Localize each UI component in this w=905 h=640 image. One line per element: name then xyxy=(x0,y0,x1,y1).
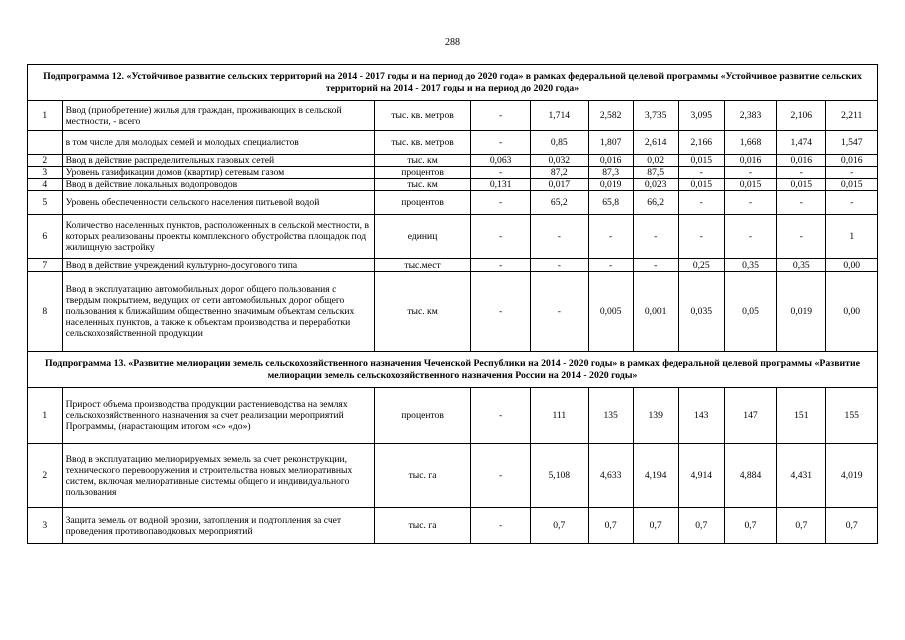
value-cell: 1,474 xyxy=(777,131,826,155)
value-cell: 87,3 xyxy=(588,167,633,179)
value-cell: 2,383 xyxy=(724,101,776,131)
value-cell: 0,7 xyxy=(777,508,826,544)
value-cell: 4,431 xyxy=(777,444,826,508)
value-cell: 87,5 xyxy=(633,167,678,179)
indicator-name: Ввод в эксплуатацию мелиорируемых земель за счет реконструкции, технического перевооружения и строительства новых мелиоративных систем, включая мелиоративные системы общего и индивидуального пользования xyxy=(62,444,374,508)
value-cell: - xyxy=(530,259,588,272)
unit-cell: тыс. км xyxy=(374,155,470,167)
value-cell: - xyxy=(530,272,588,352)
value-cell: 3,095 xyxy=(678,101,724,131)
value-cell: - xyxy=(471,272,531,352)
value-cell: - xyxy=(471,167,531,179)
value-cell: 2,614 xyxy=(633,131,678,155)
table-row xyxy=(28,272,878,352)
value-cell: 0,7 xyxy=(678,508,724,544)
value-cell: 0,023 xyxy=(633,179,678,191)
value-cell: 0,035 xyxy=(678,272,724,352)
value-cell: 2,582 xyxy=(588,101,633,131)
value-cell: 0,063 xyxy=(471,155,531,167)
value-cell: 0,85 xyxy=(530,131,588,155)
value-cell: - xyxy=(471,215,531,259)
value-cell: 1 xyxy=(826,215,878,259)
value-cell: 0,032 xyxy=(530,155,588,167)
indicator-name: Уровень обеспеченности сельского населения питьевой водой xyxy=(62,191,374,215)
value-cell: - xyxy=(471,191,531,215)
value-cell: 0,25 xyxy=(678,259,724,272)
value-cell: 147 xyxy=(724,388,776,444)
value-cell: 0,7 xyxy=(633,508,678,544)
indicator-name: Ввод (приобретение) жилья для граждан, проживающих в сельской местности, - всего xyxy=(62,101,374,131)
value-cell: 0,001 xyxy=(633,272,678,352)
value-cell: - xyxy=(530,215,588,259)
value-cell: - xyxy=(471,101,531,131)
unit-cell: тыс.мест xyxy=(374,259,470,272)
table-row xyxy=(28,101,878,131)
value-cell: 0,017 xyxy=(530,179,588,191)
unit-cell: единиц xyxy=(374,215,470,259)
value-cell: 0,131 xyxy=(471,179,531,191)
indicator-name: Ввод в действие учреждений культурно-досугового типа xyxy=(62,259,374,272)
value-cell: - xyxy=(678,167,724,179)
value-cell: 4,194 xyxy=(633,444,678,508)
value-cell: 151 xyxy=(777,388,826,444)
value-cell: - xyxy=(724,191,776,215)
table-row xyxy=(28,508,878,544)
row-number: 6 xyxy=(28,215,63,259)
unit-cell: процентов xyxy=(374,191,470,215)
value-cell: - xyxy=(724,215,776,259)
value-cell: 5,108 xyxy=(530,444,588,508)
row-number: 1 xyxy=(28,388,63,444)
value-cell: 0,016 xyxy=(724,155,776,167)
value-cell: 0,015 xyxy=(678,179,724,191)
value-cell: 0,35 xyxy=(777,259,826,272)
value-cell: 0,7 xyxy=(826,508,878,544)
value-cell: 0,015 xyxy=(826,179,878,191)
indicator-name: Уровень газификации домов (квартир) сетевым газом xyxy=(62,167,374,179)
value-cell: 0,005 xyxy=(588,272,633,352)
value-cell: 2,106 xyxy=(777,101,826,131)
value-cell: - xyxy=(471,131,531,155)
value-cell: 1,668 xyxy=(724,131,776,155)
row-number: 2 xyxy=(28,444,63,508)
indicators-table xyxy=(27,64,878,544)
row-number: 3 xyxy=(28,508,63,544)
value-cell: 0,016 xyxy=(826,155,878,167)
indicator-name: в том числе для молодых семей и молодых специалистов xyxy=(62,131,374,155)
row-number: 5 xyxy=(28,191,63,215)
row-number: 3 xyxy=(28,167,63,179)
value-cell: - xyxy=(633,215,678,259)
table-row xyxy=(28,155,878,167)
table-row xyxy=(28,444,878,508)
table-row xyxy=(28,167,878,179)
value-cell: 0,019 xyxy=(777,272,826,352)
value-cell: - xyxy=(588,259,633,272)
table-row xyxy=(28,259,878,272)
value-cell: 2,166 xyxy=(678,131,724,155)
row-number: 1 xyxy=(28,101,63,131)
indicator-name: Ввод в действие распределительных газовых сетей xyxy=(62,155,374,167)
value-cell: 4,633 xyxy=(588,444,633,508)
value-cell: - xyxy=(678,191,724,215)
value-cell: 4,914 xyxy=(678,444,724,508)
indicator-name: Ввод в эксплуатацию автомобильных дорог общего пользования с твердым покрытием, ведущих от сети автомобильных дорог общего пользования к ближайшим общественно значимым объектам сельских населенных пунктов, а также к объектам производства и переработки сельскохозяйственной продукции xyxy=(62,272,374,352)
value-cell: 0,00 xyxy=(826,259,878,272)
subprogram-13-header xyxy=(28,352,878,388)
value-cell: 135 xyxy=(588,388,633,444)
value-cell: - xyxy=(777,167,826,179)
value-cell: 3,735 xyxy=(633,101,678,131)
value-cell: 65,8 xyxy=(588,191,633,215)
unit-cell: тыс. км xyxy=(374,179,470,191)
value-cell: 0,05 xyxy=(724,272,776,352)
table-row xyxy=(28,215,878,259)
row-number: 7 xyxy=(28,259,63,272)
row-number xyxy=(28,131,63,155)
value-cell: 0,35 xyxy=(724,259,776,272)
value-cell: 0,015 xyxy=(777,179,826,191)
subprogram-13-header-title: Подпрограмма 13. «Развитие мелиорации земель сельскохозяйственного назначения Чеченской Республики на 2014 - 2020 годы» в рамках федеральной целевой программы «Развитие мелиорации земель сельскохозяйственного назначения России на 2014 - 2020 годы» xyxy=(28,352,878,388)
row-number: 8 xyxy=(28,272,63,352)
value-cell: - xyxy=(588,215,633,259)
unit-cell: тыс. га xyxy=(374,508,470,544)
table-row xyxy=(28,131,878,155)
value-cell: 139 xyxy=(633,388,678,444)
indicator-name: Ввод в действие локальных водопроводов xyxy=(62,179,374,191)
indicator-name: Защита земель от водной эрозии, затопления и подтопления за счет проведения противопаводковых мероприятий xyxy=(62,508,374,544)
value-cell: - xyxy=(777,215,826,259)
value-cell: 0,7 xyxy=(588,508,633,544)
indicator-name: Прирост объема производства продукции растениеводства на землях сельскохозяйственного назначения за счет реализации мероприятий Программы, (нарастающим итогом «с» «до») xyxy=(62,388,374,444)
value-cell: - xyxy=(471,508,531,544)
table-row xyxy=(28,388,878,444)
unit-cell: процентов xyxy=(374,388,470,444)
value-cell: - xyxy=(724,167,776,179)
value-cell: 87,2 xyxy=(530,167,588,179)
table-row xyxy=(28,179,878,191)
unit-cell: процентов xyxy=(374,167,470,179)
value-cell: - xyxy=(678,215,724,259)
value-cell: 111 xyxy=(530,388,588,444)
unit-cell: тыс. кв. метров xyxy=(374,131,470,155)
value-cell: - xyxy=(777,191,826,215)
value-cell: 1,547 xyxy=(826,131,878,155)
value-cell: 2,211 xyxy=(826,101,878,131)
subprogram-12-header xyxy=(28,65,878,101)
value-cell: - xyxy=(471,388,531,444)
value-cell: 0,015 xyxy=(724,179,776,191)
unit-cell: тыс. км xyxy=(374,272,470,352)
value-cell: - xyxy=(826,191,878,215)
value-cell: 1,807 xyxy=(588,131,633,155)
value-cell: 0,7 xyxy=(530,508,588,544)
value-cell: 66,2 xyxy=(633,191,678,215)
value-cell: - xyxy=(471,259,531,272)
subprogram-12-header-title: Подпрограмма 12. «Устойчивое развитие сельских территорий на 2014 - 2017 годы и на период до 2020 года» в рамках федеральной целевой программы «Устойчивое развитие сельских территорий на 2014 - 2017 годы и на период до 2020 года» xyxy=(28,65,878,101)
value-cell: 1,714 xyxy=(530,101,588,131)
value-cell: 4,884 xyxy=(724,444,776,508)
value-cell: 0,016 xyxy=(777,155,826,167)
unit-cell: тыс. га xyxy=(374,444,470,508)
row-number: 4 xyxy=(28,179,63,191)
value-cell: 65,2 xyxy=(530,191,588,215)
page-number: 288 xyxy=(445,37,460,48)
row-number: 2 xyxy=(28,155,63,167)
value-cell: 0,7 xyxy=(724,508,776,544)
value-cell: 143 xyxy=(678,388,724,444)
table-row xyxy=(28,191,878,215)
value-cell: 155 xyxy=(826,388,878,444)
unit-cell: тыс. кв. метров xyxy=(374,101,470,131)
value-cell: 0,016 xyxy=(588,155,633,167)
value-cell: 0,02 xyxy=(633,155,678,167)
value-cell: 0,019 xyxy=(588,179,633,191)
value-cell: 0,015 xyxy=(678,155,724,167)
value-cell: 4,019 xyxy=(826,444,878,508)
value-cell: 0,00 xyxy=(826,272,878,352)
value-cell: - xyxy=(633,259,678,272)
indicator-name: Количество населенных пунктов, расположенных в сельской местности, в которых реализованы проекты комплексного обустройства площадок под жилищную застройку xyxy=(62,215,374,259)
value-cell: - xyxy=(826,167,878,179)
value-cell: - xyxy=(471,444,531,508)
